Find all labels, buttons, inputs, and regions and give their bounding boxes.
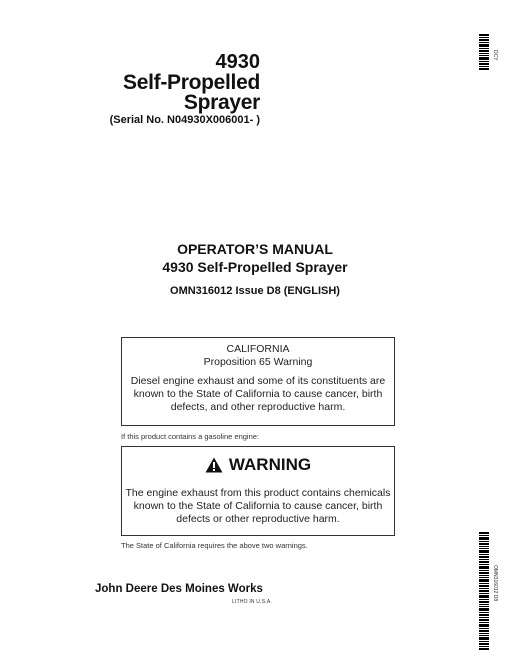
warning-box: [121, 446, 395, 536]
manual-heading: OPERATOR’S MANUAL: [177, 241, 333, 257]
manual-issue: OMN316012 Issue D8 (ENGLISH): [170, 285, 340, 297]
barcode-bottom: [479, 532, 489, 650]
title-line-2: Sprayer: [183, 91, 260, 114]
side-code-top: DCY: [492, 50, 498, 61]
company-name: John Deere Des Moines Works: [95, 583, 263, 595]
model-number: 4930: [215, 51, 260, 73]
warning-heading: WARNING: [228, 455, 312, 474]
manual-header: [0, 240, 510, 298]
barcode-top: [479, 34, 489, 70]
litho-text: LITHO IN U.S.A.: [232, 599, 272, 605]
gasoline-note: If this product contains a gasoline engine:: [121, 432, 260, 441]
title-block: [110, 52, 260, 127]
title-line-1: Self-Propelled: [123, 71, 260, 94]
prop65-state: CALIFORNIA: [226, 343, 290, 355]
warning-triangle-icon: [205, 457, 223, 473]
side-code-bottom: OMN316012 D8: [492, 565, 498, 602]
california-note: The State of California requires the above two warnings.: [121, 541, 308, 550]
serial-number: (Serial No. N04930X006001- ): [109, 114, 260, 126]
warning-header: [122, 455, 394, 475]
prop65-title: Proposition 65 Warning: [203, 356, 313, 368]
warning-body: The engine exhaust from this product contains chemicals known to the State of California to cause cancer, birth defects or other reproductive harm.: [125, 487, 391, 525]
prop65-warning-box: [121, 337, 395, 426]
manual-subtitle: 4930 Self-Propelled Sprayer: [162, 259, 348, 275]
prop65-body: Diesel engine exhaust and some of its constituents are known to the State of California to cause cancer, birth defects, and other reproductive harm.: [130, 375, 386, 413]
